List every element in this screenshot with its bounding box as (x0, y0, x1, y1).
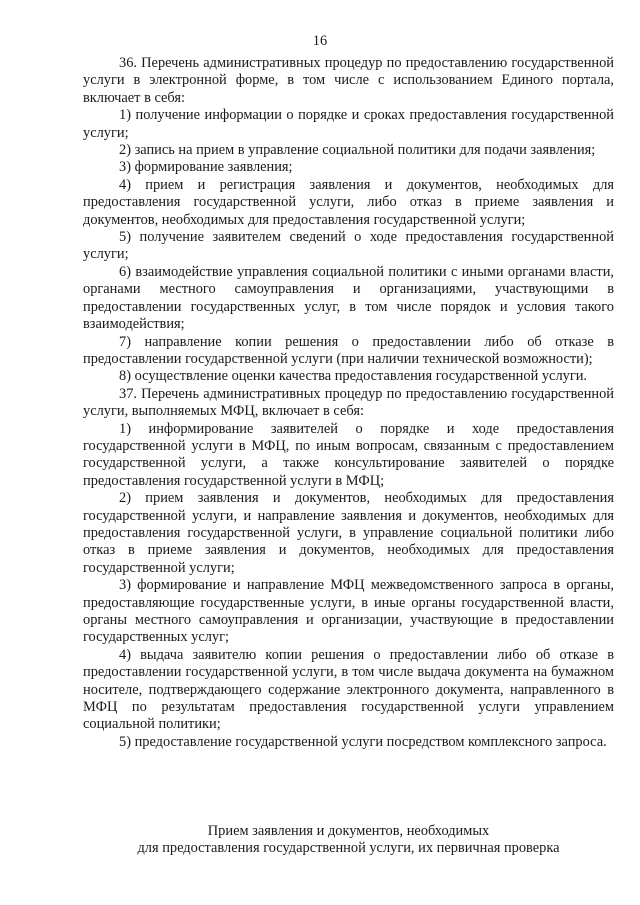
list-item: 2) запись на прием в управление социальной политики для подачи заявления; (119, 142, 596, 159)
list-item: 7) направление копии решения о предоставлении либо об отказе в предоставлении государственной услуги (при наличии технической возможности); (83, 333, 614, 367)
paragraph-37-intro: 37. Перечень административных процедур по предоставлению государственной услуги, выполняемых МФЦ, включает в себя: (83, 385, 614, 420)
list-item: 2) прием заявления и документов, необходимых для предоставления государственной услуги, и направление заявления и документов, необходимых для предоставления государственной услуги, в управление социальной политики либо отказ в приеме заявления и документов, необходимых для предоставления государственной услуги; (83, 490, 614, 576)
paragraph-36-intro: 36. Перечень административных процедур по предоставлению государственной услуги в электронной форме, в том числе с использованием Единого портала, включает в себя: (83, 55, 614, 106)
list-item: 8) осуществление оценки качества предоставления государственной услуги. (119, 368, 588, 385)
list-item: 5) получение заявителем сведений о ходе предоставления государственной услуги; (83, 229, 614, 263)
list-item: 6) взаимодействие управления социальной политики с иными органами власти, органами местного самоуправления и организациями, участвующими в предоставлении государственных услуг, в том числе порядок и условия такого взаимодействия; (83, 263, 614, 333)
list-item: 1) информирование заявителей о порядке и ходе предоставления государственной услуги в МФЦ, по иным вопросам, связанным с предоставлением государственной услуги, а также консультирование заявителей о порядке предоставления государственной услуги в МФЦ; (83, 420, 614, 489)
list-item: 1) получение информации о порядке и сроках предоставления государственной услуги; (83, 107, 614, 141)
list-item: 5) предоставление государственной услуги посредством комплексного запроса. (119, 733, 607, 750)
list-item: 4) прием и регистрация заявления и документов, необходимых для предоставления государственной услуги, либо отказ в приеме заявления и документов, необходимых для предоставления государственной услуги; (83, 176, 614, 228)
body-text (83, 55, 614, 751)
section-heading (83, 823, 614, 858)
list-item: 3) формирование и направление МФЦ межведомственного запроса в органы, предоставляющие государственные услуги, в иные органы государственной власти, органы местного самоуправления и организации, участвующие в предоставлении государственных услуг; (83, 577, 614, 646)
list-item: 3) формирование заявления; (119, 159, 293, 176)
section-heading-line-2: для предоставления государственной услуги, их первичная проверка (137, 840, 560, 857)
page-number: 16 (312, 33, 328, 49)
section-heading-line-1: Прием заявления и документов, необходимых (207, 823, 490, 839)
list-item: 4) выдача заявителю копии решения о предоставлении либо об отказе в предоставлении государственной услуги, в том числе выдача документа на бумажном носителе, подтверждающего содержание электронного документа, направленного в МФЦ по результатам предоставления государственной услуги управлением социальной политики; (83, 646, 614, 733)
